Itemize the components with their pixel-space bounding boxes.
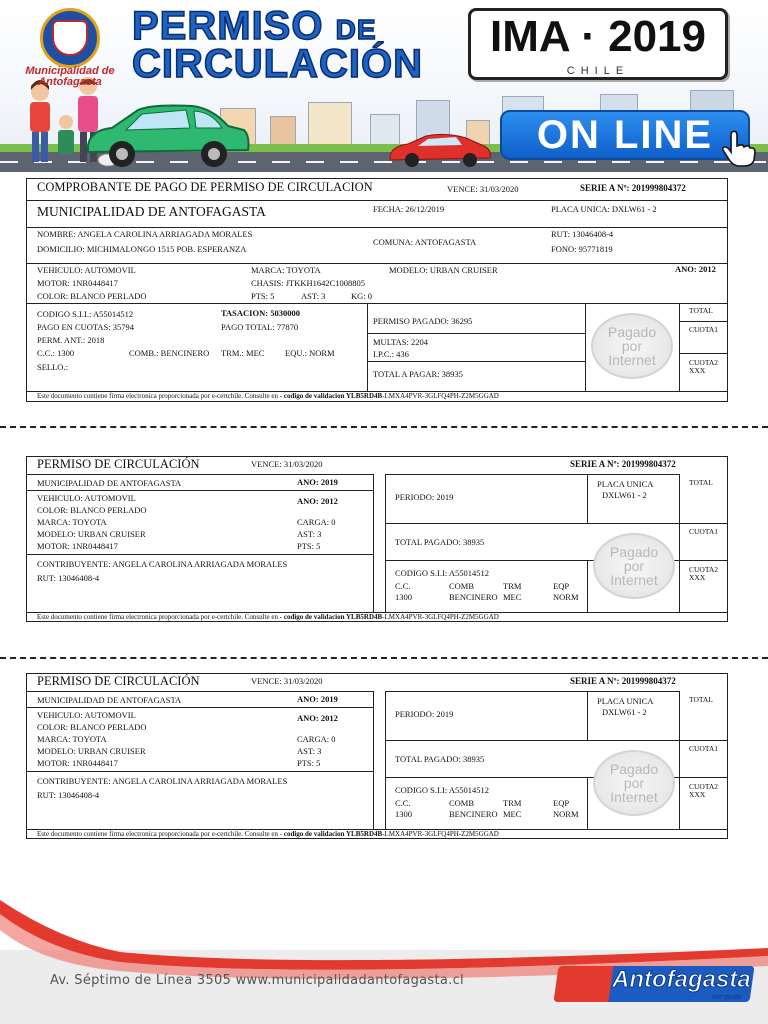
transmission: TRM.: MEC xyxy=(221,348,265,358)
stub-title: PERMISO DE CIRCULACIÓN xyxy=(37,457,200,471)
permit-paid: PERMISO PAGADO: 36295 xyxy=(373,316,473,326)
stub-cc-value: 1300 xyxy=(395,809,412,819)
stub-trm-value: MEC xyxy=(503,809,522,819)
stub-period: PERIODO: 2019 xyxy=(395,709,454,719)
brand-tagline: me gusta xyxy=(712,994,741,1001)
vehicle-color: COLOR: BLANCO PERLADO xyxy=(37,291,147,301)
vehicle-brand: MARCA: TOYOTA xyxy=(251,265,321,275)
stub-trm-label: TRM xyxy=(503,581,522,591)
seal-label: SELLO.: xyxy=(37,362,68,372)
installment1-label: CUOTA1 xyxy=(689,325,718,334)
stub-vehicle-year: ANO: 2012 xyxy=(297,713,338,723)
installment2-label: CUOTA2 xyxy=(689,358,718,367)
cut-line xyxy=(0,426,768,428)
stub-vehicle-engine: MOTOR: 1NR0448417 xyxy=(37,541,118,551)
stub-total-paid: TOTAL PAGADO: 38935 xyxy=(395,754,485,764)
stub-cc-label: C.C. xyxy=(395,581,411,591)
circulation-permit-stub xyxy=(26,673,728,839)
total-to-pay: TOTAL A PAGAR: 38935 xyxy=(373,369,463,379)
stub-cc-label: C.C. xyxy=(395,798,411,808)
stub-vehicle-load: CARGA: 0 xyxy=(297,517,336,527)
electronic-signature-note: Este documento contiene firma electronica proporcionada por e-certchile. Consulte en - codigo de validacion YLB5RD4B-LMXA4PVR-3GLFQ4PH-Z2M5GGAD xyxy=(37,392,499,400)
stub-vehicle-model: MODELO: URBAN CRUISER xyxy=(37,529,146,539)
stub-sii-code: CODIGO S.I.I: A55014512 xyxy=(395,785,489,795)
stub-taxpayer: CONTRIBUYENTE: ANGELA CAROLINA ARRIAGADA MORALES xyxy=(37,776,288,786)
stub-vehicle-load: CARGA: 0 xyxy=(297,734,336,744)
stub-eqp-label: EQP xyxy=(553,798,570,808)
stub-eqp-value: NORM xyxy=(553,809,579,819)
stub-vehicle-color: COLOR: BLANCO PERLADO xyxy=(37,722,147,732)
stub-total-paid: TOTAL PAGADO: 38935 xyxy=(395,537,485,547)
issue-date: FECHA: 26/12/2019 xyxy=(373,204,445,214)
stub-cc-value: 1300 xyxy=(395,592,412,602)
equipment: EQU.: NORM xyxy=(285,348,335,358)
municipality-logo-text: Municipalidad de Antofagasta xyxy=(25,65,115,88)
stub-plate-value: DXLW61 - 2 xyxy=(602,490,647,500)
owner-rut: RUT: 13046408-4 xyxy=(551,229,614,239)
stub-total-label: TOTAL xyxy=(689,478,713,487)
stub-fuel-value: BENCINERO xyxy=(449,592,498,602)
red-car-illustration xyxy=(386,132,496,168)
engine-cc: C.C.: 1300 xyxy=(37,348,75,358)
footer xyxy=(0,900,768,1024)
stub-serial-number: SERIE A Nº: 201999804372 xyxy=(570,459,676,469)
stub-rut: RUT: 13046408-4 xyxy=(37,573,100,583)
stub-permit-year: ANO: 2019 xyxy=(297,477,338,487)
municipality-seal-icon xyxy=(40,8,100,68)
stub-eqp-label: EQP xyxy=(553,581,570,591)
stub-municipality: MUNICIPALIDAD DE ANTOFAGASTA xyxy=(37,478,182,488)
green-car-illustration xyxy=(82,100,252,170)
plate-number: PLACA UNICA: DXLW61 - 2 xyxy=(551,204,657,214)
stub-eqp-value: NORM xyxy=(553,592,579,602)
fuel-type: COMB.: BENCINERO xyxy=(129,348,210,358)
owner-phone: FONO: 95771819 xyxy=(551,244,613,254)
owner-address: DOMICILIO: MICHIMALONGO 1515 POB. ESPERANZA xyxy=(37,244,247,254)
license-plate-badge: IMA · 2019 CHILE xyxy=(468,8,728,80)
receipt-title: COMPROBANTE DE PAGO DE PERMISO DE CIRCULACION xyxy=(37,180,373,194)
installment-payment: PAGO EN CUOTAS: 35794 xyxy=(37,322,135,332)
stub-trm-value: MEC xyxy=(503,592,522,602)
stub-municipality: MUNICIPALIDAD DE ANTOFAGASTA xyxy=(37,695,182,705)
stub-vehicle-ast: AST: 3 xyxy=(297,529,322,539)
total-label: TOTAL xyxy=(689,306,713,315)
footer-wave-decoration xyxy=(0,900,768,1024)
paid-online-stamp: Pagado por Internet xyxy=(593,750,675,816)
banner-title-line1: PERMISO DE xyxy=(132,4,377,48)
stub-vehicle-brand: MARCA: TOYOTA xyxy=(37,734,107,744)
stub-rut: RUT: 13046408-4 xyxy=(37,790,100,800)
vehicle-seats: PTS: 5 xyxy=(251,291,275,301)
stub-serial-number: SERIE A Nº: 201999804372 xyxy=(570,676,676,686)
header-banner xyxy=(0,0,768,172)
banner-title-line2: CIRCULACIÓN xyxy=(132,42,423,86)
stub-vehicle-year: ANO: 2012 xyxy=(297,496,338,506)
stub-sii-code: CODIGO S.I.I: A55014512 xyxy=(395,568,489,578)
stub-vehicle-type: VEHICULO: AUTOMOVIL xyxy=(37,710,136,720)
stub-total-label: TOTAL xyxy=(689,695,713,704)
owner-comuna: COMUNA: ANTOFAGASTA xyxy=(373,237,477,247)
stub-title: PERMISO DE CIRCULACIÓN xyxy=(37,674,200,688)
stub-trm-label: TRM xyxy=(503,798,522,808)
stub-installment2-label: CUOTA2 xyxy=(689,782,718,791)
previous-permit: PERM. ANT.: 2018 xyxy=(37,335,105,345)
stub-installment2-label: CUOTA2 xyxy=(689,565,718,574)
stub-installment1-label: CUOTA1 xyxy=(689,527,718,536)
owner-name: NOMBRE: ANGELA CAROLINA ARRIAGADA MORALES xyxy=(37,229,253,239)
appraisal: TASACION: 5030000 xyxy=(221,308,300,318)
stub-vehicle-seats: PTS: 5 xyxy=(297,541,321,551)
expiry-date: VENCE: 31/03/2020 xyxy=(447,184,519,194)
stub-vehicle-ast: AST: 3 xyxy=(297,746,322,756)
payment-receipt xyxy=(26,178,728,402)
footer-address: Av. Séptimo de Línea 3505 www.municipalidadantofagasta.cl xyxy=(50,973,464,988)
vehicle-ast: AST: 3 xyxy=(301,291,326,301)
municipality-name: MUNICIPALIDAD DE ANTOFAGASTA xyxy=(37,204,266,219)
stub-taxpayer: CONTRIBUYENTE: ANGELA CAROLINA ARRIAGADA MORALES xyxy=(37,559,288,569)
installment2-value: XXX xyxy=(689,366,706,375)
stub-plate-label: PLACA UNICA xyxy=(597,696,654,706)
brand-name: Antofagasta xyxy=(612,966,751,993)
serial-number: SERIE A Nº: 201999804372 xyxy=(580,183,686,193)
vehicle-chassis: CHASIS: JTKKH1642C1008805 xyxy=(251,278,366,288)
stub-permit-year: ANO: 2019 xyxy=(297,694,338,704)
stub-fuel-value: BENCINERO xyxy=(449,809,498,819)
stub-fuel-label: COMB xyxy=(449,798,475,808)
stub-period: PERIODO: 2019 xyxy=(395,492,454,502)
stub-installment2-value: XXX xyxy=(689,790,706,799)
electronic-signature-note: Este documento contiene firma electronica proporcionada por e-certchile. Consulte en - codigo de validacion YLB5RD4B-LMXA4PVR-3GLFQ4PH-Z2M5GGAD xyxy=(37,613,499,621)
stub-fuel-label: COMB xyxy=(449,581,475,591)
ipc: I.P.C.: 436 xyxy=(373,349,409,359)
stub-vehicle-seats: PTS: 5 xyxy=(297,758,321,768)
cut-line xyxy=(0,657,768,659)
stub-plate-value: DXLW61 - 2 xyxy=(602,707,647,717)
stub-vehicle-type: VEHICULO: AUTOMOVIL xyxy=(37,493,136,503)
stub-expiry-date: VENCE: 31/03/2020 xyxy=(251,459,323,469)
stub-vehicle-brand: MARCA: TOYOTA xyxy=(37,517,107,527)
pointer-hand-icon xyxy=(718,128,758,168)
stub-installment2-value: XXX xyxy=(689,573,706,582)
electronic-signature-note: Este documento contiene firma electronica proporcionada por e-certchile. Consulte en - codigo de validacion YLB5RD4B-LMXA4PVR-3GLFQ4PH-Z2M5GGAD xyxy=(37,830,499,838)
vehicle-model: MODELO: URBAN CRUISER xyxy=(389,265,498,275)
online-button[interactable]: ON LINE xyxy=(500,110,750,160)
stub-expiry-date: VENCE: 31/03/2020 xyxy=(251,676,323,686)
vehicle-year: ANO: 2012 xyxy=(675,264,716,274)
sii-code: CODIGO S.I.I.: A55014512 xyxy=(37,309,134,319)
paid-online-stamp: Pagado por Internet xyxy=(591,313,673,379)
stub-vehicle-model: MODELO: URBAN CRUISER xyxy=(37,746,146,756)
paid-online-stamp: Pagado por Internet xyxy=(593,533,675,599)
total-payment: PAGO TOTAL: 77870 xyxy=(221,322,299,332)
vehicle-kg: KG: 0 xyxy=(351,291,373,301)
stub-vehicle-color: COLOR: BLANCO PERLADO xyxy=(37,505,147,515)
fines: MULTAS: 2204 xyxy=(373,337,428,347)
stub-plate-label: PLACA UNICA xyxy=(597,479,654,489)
stub-vehicle-engine: MOTOR: 1NR0448417 xyxy=(37,758,118,768)
vehicle-type: VEHICULO: AUTOMOVIL xyxy=(37,265,136,275)
circulation-permit-stub xyxy=(26,456,728,622)
stub-installment1-label: CUOTA1 xyxy=(689,744,718,753)
vehicle-engine: MOTOR: 1NR0448417 xyxy=(37,278,118,288)
